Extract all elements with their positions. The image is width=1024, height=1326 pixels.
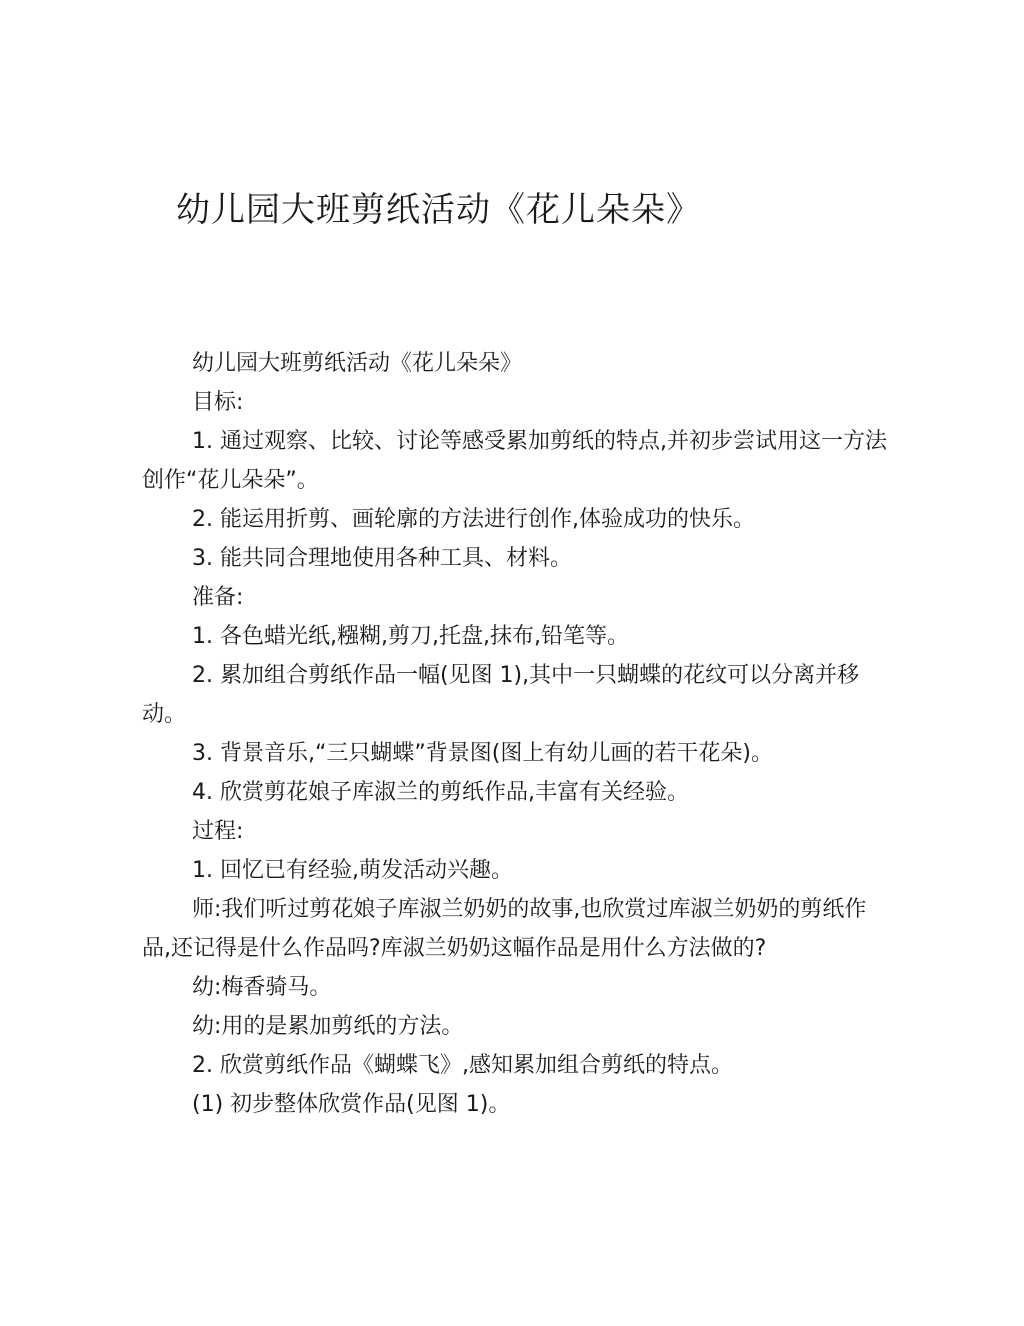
heading-preparation: 准备: [192,585,244,610]
goal-item-2: 2. 能运用折剪、画轮廓的方法进行创作,体验成功的快乐。 [192,507,755,532]
prep-item-4: 4. 欣赏剪花娘子库淑兰的剪纸作品,丰富有关经验。 [192,780,689,805]
paragraph-subtitle: 幼儿园大班剪纸活动《花儿朵朵》 [192,351,523,376]
process-step-1: 1. 回忆已有经验,萌发活动兴趣。 [192,858,513,883]
process-step-2: 2. 欣赏剪纸作品《蝴蝶飞》,感知累加组合剪纸的特点。 [192,1053,733,1078]
heading-goals: 目标: [192,390,244,415]
goal-item-1: 1. 通过观察、比较、讨论等感受累加剪纸的特点,并初步尝试用这一方法创作“花儿朵朵”。 [142,429,887,493]
teacher-dialogue: 师:我们听过剪花娘子库淑兰奶奶的故事,也欣赏过库淑兰奶奶的剪纸作品,还记得是什么作品吗?库淑兰奶奶这幅作品是用什么方法做的? [142,897,867,961]
goal-item-3: 3. 能共同合理地使用各种工具、材料。 [192,546,572,571]
child-answer-1: 幼:梅香骑马。 [192,975,332,1000]
document-body [142,344,887,1124]
child-answer-2: 幼:用的是累加剪纸的方法。 [192,1014,464,1039]
prep-item-3: 3. 背景音乐,“三只蝴蝶”背景图(图上有幼儿画的若干花朵)。 [192,741,773,766]
prep-item-2: 2. 累加组合剪纸作品一幅(见图 1),其中一只蝴蝶的花纹可以分离并移动。 [142,663,860,727]
prep-item-1: 1. 各色蜡光纸,糨糊,剪刀,托盘,抹布,铅笔等。 [192,624,629,649]
process-substep-1: (1) 初步整体欣赏作品(见图 1)。 [192,1092,511,1117]
heading-process: 过程: [192,819,244,844]
document-title: 幼儿园大班剪纸活动《花儿朵朵》 [176,190,701,230]
